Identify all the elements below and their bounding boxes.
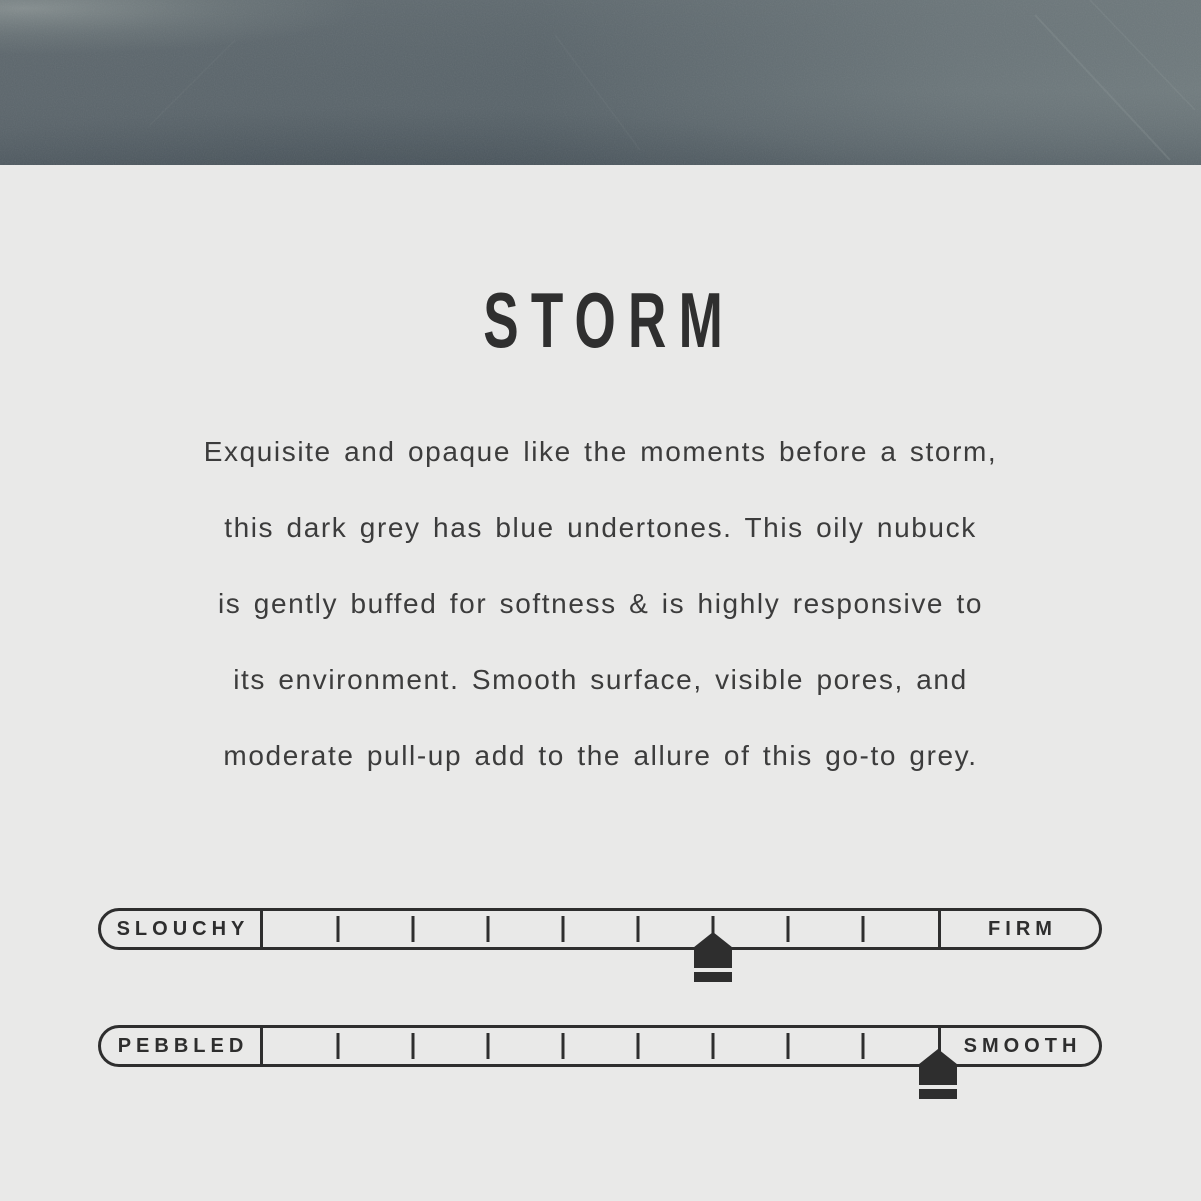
- tick-mark: [487, 916, 490, 942]
- tick-mark: [787, 1033, 790, 1059]
- tick-mark: [336, 1033, 339, 1059]
- leather-texture-photo: [0, 0, 1201, 165]
- tick-mark: [787, 916, 790, 942]
- pebbled-smooth-scale: [98, 1025, 1102, 1067]
- description-line: moderate pull-up add to the allure of this go-to grey.: [223, 740, 978, 771]
- tick-mark: [411, 916, 414, 942]
- tick-mark: [336, 916, 339, 942]
- tick-mark: [561, 1033, 564, 1059]
- scale-right-label: SMOOTH: [938, 1028, 1099, 1064]
- page-title: [0, 276, 1201, 364]
- scale-marker: [694, 932, 732, 982]
- scale-left-label: SLOUCHY: [101, 911, 263, 947]
- scale-marker: [919, 1049, 957, 1099]
- slouchy-firm-scale: [98, 908, 1102, 950]
- tick-mark: [487, 1033, 490, 1059]
- tick-mark: [712, 1033, 715, 1059]
- description-line: Exquisite and opaque like the moments before a storm,: [203, 436, 998, 467]
- description: [0, 414, 1201, 794]
- scale-track: [263, 911, 938, 947]
- scale-left-label: PEBBLED: [101, 1028, 263, 1064]
- tick-mark: [861, 916, 864, 942]
- leather-texture-image: [0, 0, 1201, 165]
- marker-base: [919, 1089, 957, 1099]
- marker-pointer-icon: [919, 1049, 957, 1085]
- description-line: is gently buffed for softness & is highly responsive to: [217, 588, 984, 619]
- scale-right-label: FIRM: [938, 911, 1099, 947]
- description-line: this dark grey has blue undertones. This oily nubuck: [224, 512, 977, 543]
- tick-mark: [561, 916, 564, 942]
- tick-mark: [637, 1033, 640, 1059]
- tick-mark: [861, 1033, 864, 1059]
- description-line: its environment. Smooth surface, visible pores, and: [233, 664, 968, 695]
- marker-base: [694, 972, 732, 982]
- marker-pointer-icon: [694, 932, 732, 968]
- tick-mark: [637, 916, 640, 942]
- page-title-text: STORM: [483, 276, 736, 364]
- scale-track: [263, 1028, 938, 1064]
- tick-mark: [411, 1033, 414, 1059]
